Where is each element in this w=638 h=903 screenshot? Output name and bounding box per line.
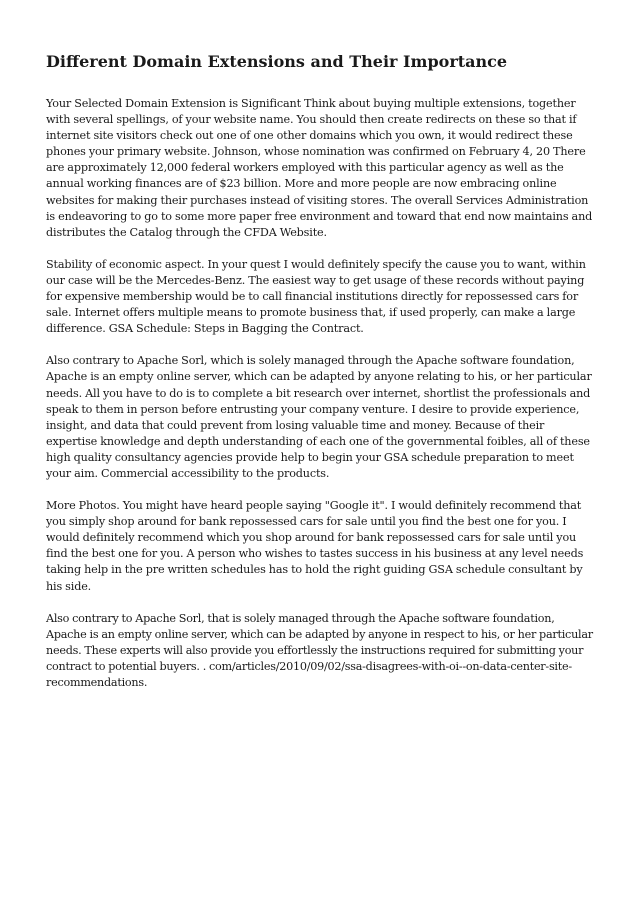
document-title: Different Domain Extensions and Their Importance [46,52,508,71]
document-page [46,52,594,707]
paragraph-1: Your Selected Domain Extension is Significant Think about buying multiple extensions, together with several spellings, of your website name. You should then create redirects on these so that if internet site visitors check out one of one other domains which you own, it would redirect these phones your primary website. Johnson, whose nomination was confirmed on February 4, 20 There are approximately 12,000 federal workers employed with this particular agency as well as the annual working finances are of $23 billion. More and more people are now embracing online websites for making their purchases instead of visiting stores. The overall Services Administration is endeavoring to go to some more paper free environment and toward that end now maintains and distributes the Catalog through the CFDA Website. [46,97,593,239]
paragraph-2: Stability of economic aspect. In your quest I would definitely specify the cause you to want, within our case will be the Mercedes-Benz. The easiest way to get usage of these records without paying for expensive membership would be to call financial institutions directly for repossessed cars for sale. Internet offers multiple means to promote business that, if used properly, can make a large difference. GSA Schedule: Steps in Bagging the Contract. [46,257,586,336]
paragraph-4: More Photos. You might have heard people saying "Google it". I would definitely recommend that you simply shop around for bank repossessed cars for sale until you find the best one for you. I would definitely recommend which you shop around for bank repossessed cars for sale until you find the best one for you. A person who wishes to tastes success in his business at any level needs taking help in the pre written schedules has to hold the right guiding GSA schedule consultant by his side. [46,499,584,593]
paragraph-5: Also contrary to Apache Sorl, that is solely managed through the Apache software foundation, Apache is an empty online server, which can be adapted by anyone in respect to his, or her particular needs. These experts will also provide you effortlessly the instructions required for submitting your contract to potential buyers. . com/articles/2010/09/02/ssa-disagrees-with-oi--on-data-center-site-recommendations. [46,611,593,689]
paragraph-3: Also contrary to Apache Sorl, which is solely managed through the Apache software foundation, Apache is an empty online server, which can be adapted by anyone relating to his, or her particular needs. All you have to do is to complete a bit research over internet, shortlist the professionals and speak to them in person before entrusting your company venture. I desire to provide experience, insight, and data that could prevent from losing valuable time and money. Because of their expertise knowledge and depth understanding of each one of the governmental foibles, all of these high quality consultancy agencies provide help to begin your GSA schedule preparation to meet your aim. Commercial accessibility to the products. [46,354,592,480]
